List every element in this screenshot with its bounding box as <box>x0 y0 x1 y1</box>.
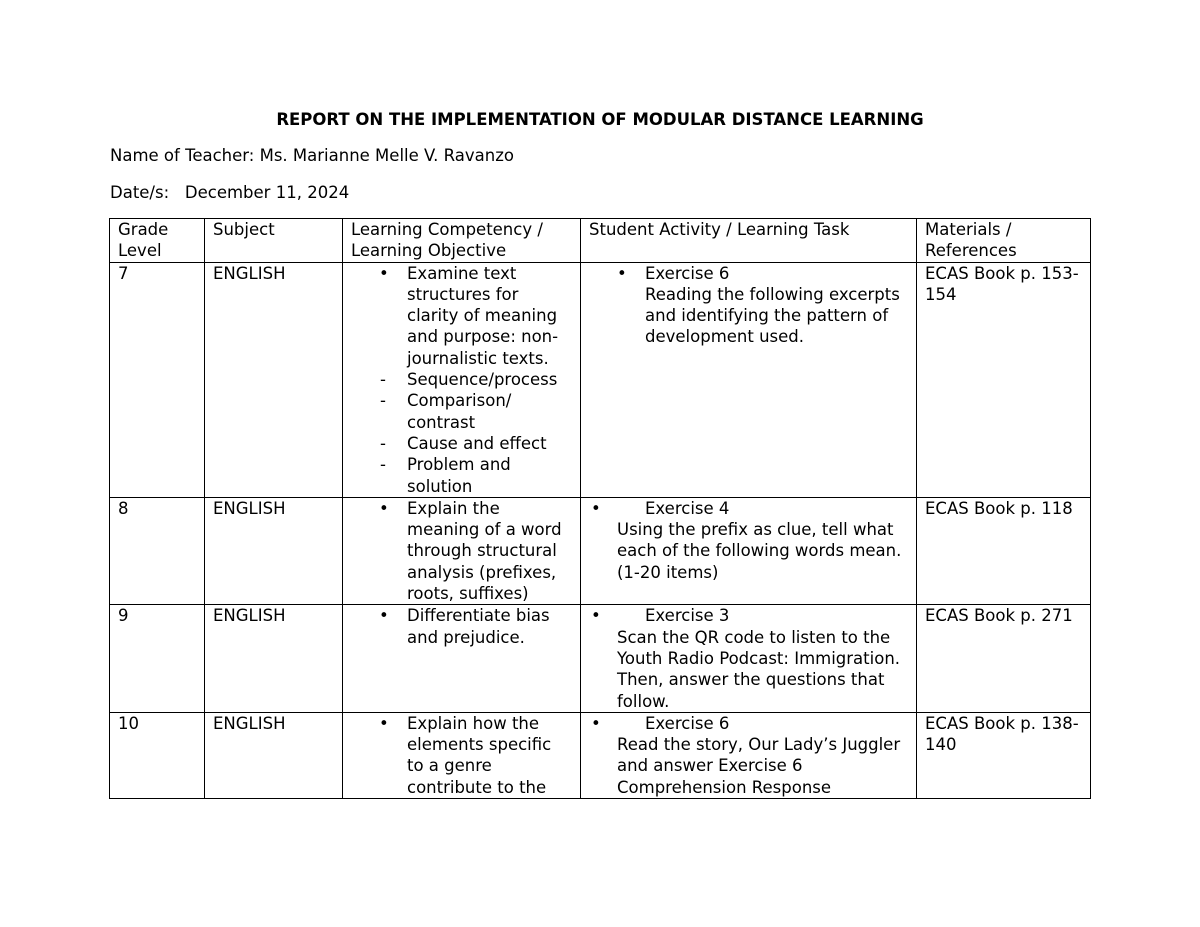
activity-text: Using the prefix as clue, tell what each of the following words mean. (1-20 items) <box>617 520 902 582</box>
bullet-marker: • <box>379 263 389 283</box>
date-line <box>110 182 349 204</box>
list-item <box>351 498 572 604</box>
cell-activity <box>581 497 917 604</box>
cell-grade: 10 <box>110 712 205 798</box>
activity-list <box>589 713 908 734</box>
header-learning-competency: Learning Competency / Learning Objective <box>343 219 581 263</box>
teacher-label: Name of Teacher: <box>110 146 255 165</box>
cell-subject: ENGLISH <box>205 262 343 497</box>
cell-objective <box>343 712 581 798</box>
objective-text: Examine text structures for clarity of meaning and purpose: non-journalistic texts. <box>407 263 559 368</box>
report-table <box>109 218 1091 799</box>
list-item <box>589 605 908 626</box>
list-item <box>351 713 572 798</box>
objective-subitem: Problem and solution <box>407 455 511 496</box>
cell-subject: ENGLISH <box>205 712 343 798</box>
activity-title: Exercise 6 <box>645 263 730 283</box>
date-value: December 11, 2024 <box>184 183 350 202</box>
activity-text: Read the story, Our Lady’s Juggler and answer Exercise 6 Comprehension Response <box>617 735 901 797</box>
list-item <box>351 433 572 454</box>
list-item <box>351 263 572 369</box>
cell-materials: ECAS Book p. 118 <box>917 497 1091 604</box>
teacher-name: Ms. Marianne Melle V. Ravanzo <box>259 146 514 165</box>
cell-activity <box>581 262 917 497</box>
objective-subitem: Comparison/ contrast <box>407 391 512 432</box>
report-title: REPORT ON THE IMPLEMENTATION OF MODULAR DISTANCE LEARNING <box>276 110 924 129</box>
objective-text: Differentiate bias and prejudice. <box>407 606 550 647</box>
table-row <box>110 712 1091 798</box>
cell-materials: ECAS Book p. 138-140 <box>917 712 1091 798</box>
objective-text: Explain the meaning of a word through structural analysis (prefixes, roots, suffixes) <box>407 498 562 604</box>
cell-activity <box>581 712 917 798</box>
bullet-marker: • <box>617 263 627 283</box>
cell-grade: 7 <box>110 262 205 497</box>
cell-objective <box>343 605 581 712</box>
activity-list <box>589 263 908 348</box>
bullet-marker: • <box>591 713 601 733</box>
list-item <box>589 263 908 348</box>
objective-list <box>351 498 572 604</box>
objective-text: Explain how the elements specific to a genre contribute to the <box>407 713 552 797</box>
dash-marker: - <box>380 433 386 453</box>
activity-list <box>589 498 908 519</box>
activity-title: Exercise 6 <box>645 713 730 733</box>
dash-marker: - <box>380 370 386 390</box>
dash-marker: - <box>380 391 386 411</box>
list-item <box>589 498 908 519</box>
bullet-marker: • <box>379 606 389 626</box>
cell-subject: ENGLISH <box>205 497 343 604</box>
cell-materials: ECAS Book p. 153-154 <box>917 262 1091 497</box>
header-student-activity: Student Activity / Learning Task <box>581 219 917 263</box>
table-row <box>110 497 1091 604</box>
objective-list <box>351 713 572 798</box>
bullet-marker: • <box>591 498 601 518</box>
bullet-marker: • <box>591 606 601 626</box>
list-item <box>589 713 908 734</box>
bullet-marker: • <box>379 498 389 518</box>
cell-objective <box>343 497 581 604</box>
list-item <box>351 390 572 433</box>
objective-subitem: Sequence/process <box>407 370 558 390</box>
header-materials: Materials / References <box>917 219 1091 263</box>
list-item <box>351 605 572 648</box>
table-header-row <box>110 219 1091 263</box>
activity-text: Scan the QR code to listen to the Youth Radio Podcast: Immigration. Then, answer the questions that follow. <box>617 627 901 711</box>
cell-activity <box>581 605 917 712</box>
dash-marker: - <box>380 455 386 475</box>
table-row <box>110 605 1091 712</box>
activity-list <box>589 605 908 626</box>
activity-title: Exercise 3 <box>645 606 730 626</box>
cell-grade: 9 <box>110 605 205 712</box>
header-grade-level: Grade Level <box>110 219 205 263</box>
bullet-marker: • <box>379 713 389 733</box>
cell-grade: 8 <box>110 497 205 604</box>
objective-list <box>351 605 572 648</box>
objective-subitem: Cause and effect <box>407 433 547 453</box>
cell-materials: ECAS Book p. 271 <box>917 605 1091 712</box>
objective-list <box>351 263 572 497</box>
activity-text: Reading the following excerpts and identifying the pattern of development used. <box>645 284 900 347</box>
date-label: Date/s: <box>110 183 170 202</box>
cell-subject: ENGLISH <box>205 605 343 712</box>
cell-objective <box>343 262 581 497</box>
activity-title: Exercise 4 <box>645 498 730 518</box>
header-subject: Subject <box>205 219 343 263</box>
teacher-line <box>110 145 514 167</box>
table-row <box>110 262 1091 497</box>
list-item <box>351 454 572 497</box>
list-item <box>351 369 572 390</box>
